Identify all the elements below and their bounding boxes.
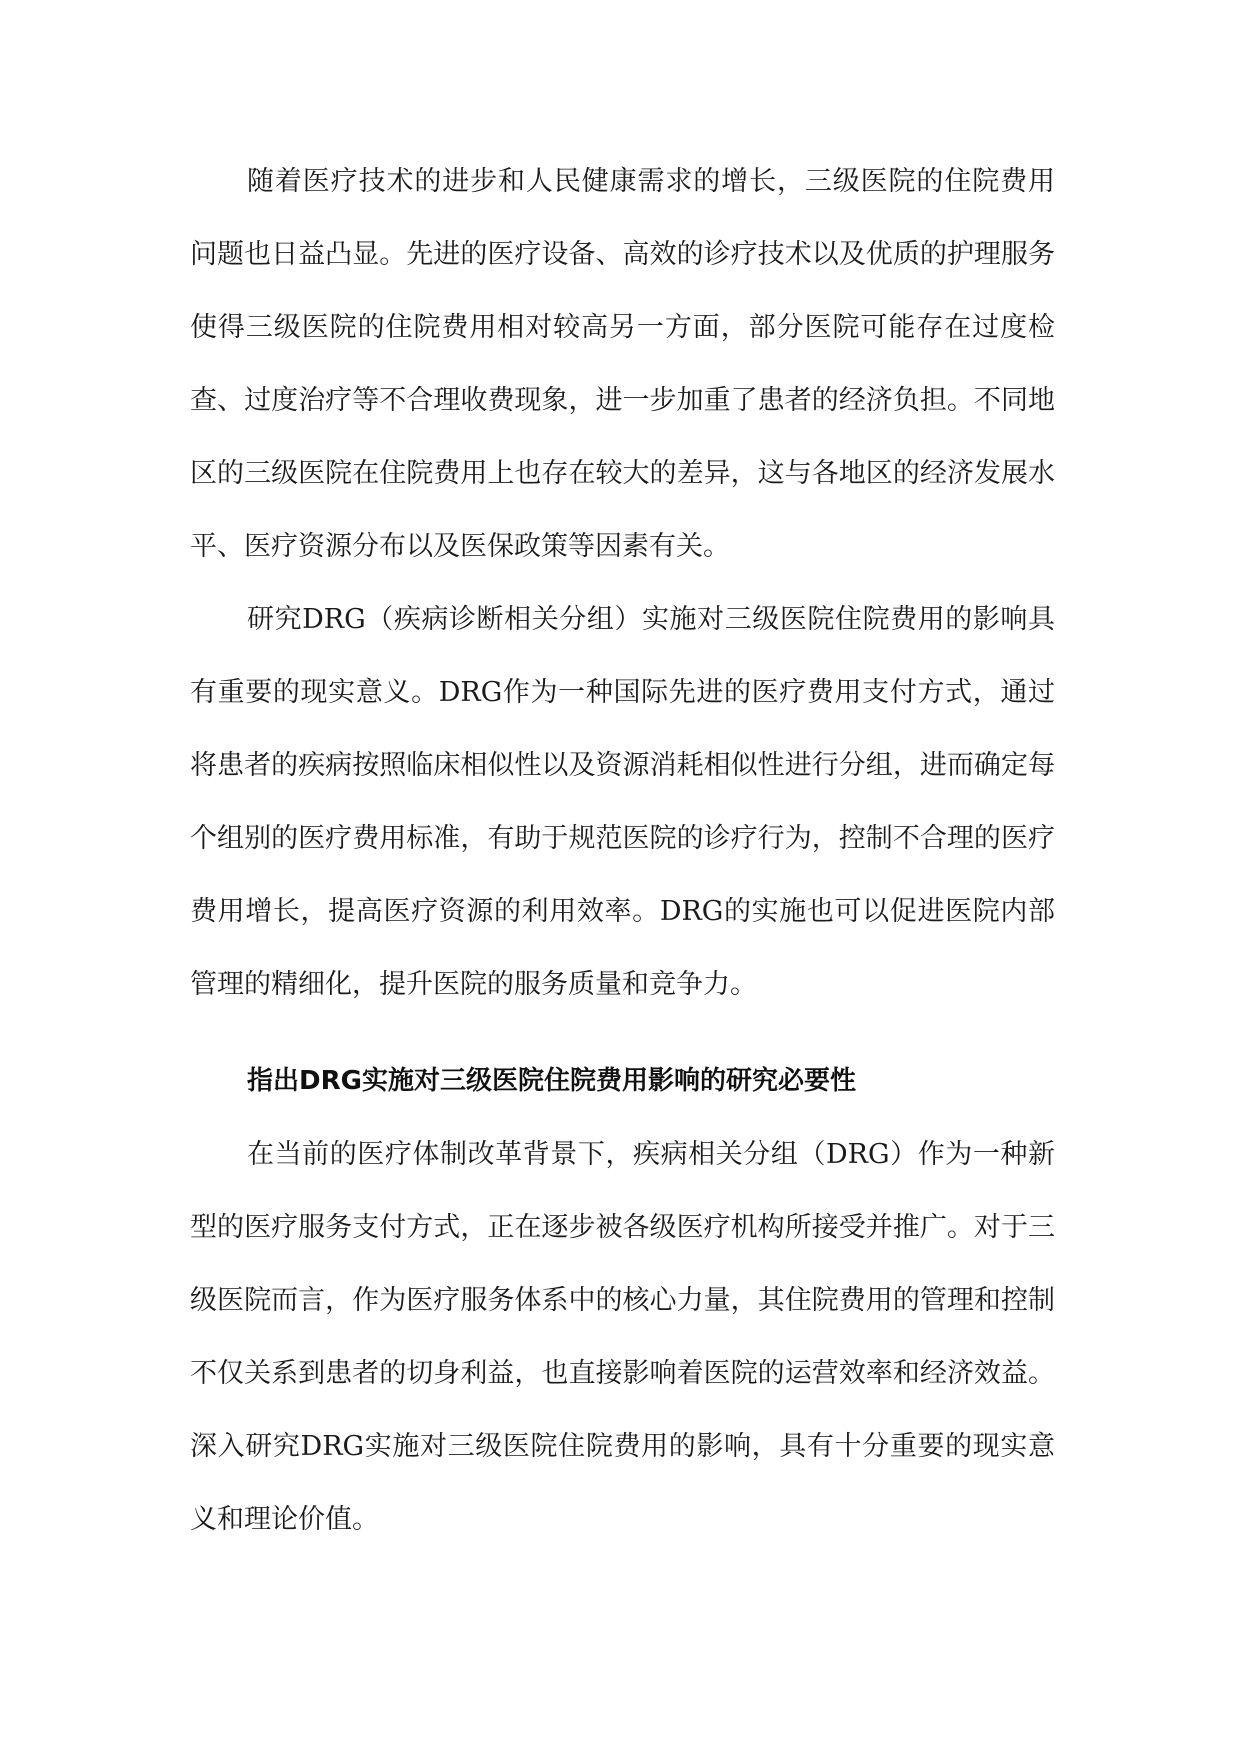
paragraph-hospital-costs: 随着医疗技术的进步和人民健康需求的增长，三级医院的住院费用问题也日益凸显。先进的医疗设备、高效的诊疗技术以及优质的护理服务使得三级医院的住院费用相对较高另一方面，部分医院可能存在过度检查、过度治疗等不合理收费现象，进一步加重了患者的经济负担。不同地区的三级医院在住院费用上也存在较大的差异，这与各地区的经济发展水平、医疗资源分布以及医保政策等因素有关。 — [190, 166, 1055, 562]
section-heading: 指出DRG实施对三级医院住院费用影响的研究必要性 — [247, 1066, 856, 1096]
document-body — [190, 145, 1055, 1556]
paragraph-drg-significance: 研究DRG（疾病诊断相关分组）实施对三级医院住院费用的影响具有重要的现实意义。DRG作为一种国际先进的医疗费用支付方式，通过将患者的疾病按照临床相似性以及资源消耗相似性进行分组，进而确定每个组别的医疗费用标准，有助于规范医院的诊疗行为，控制不合理的医疗费用增长，提高医疗资源的利用效率。DRG的实施也可以促进医院内部管理的精细化，提升医院的服务质量和竞争力。 — [190, 604, 1055, 1000]
paragraph-research-necessity: 在当前的医疗体制改革背景下，疾病相关分组（DRG）作为一种新型的医疗服务支付方式，正在逐步被各级医疗机构所接受并推广。对于三级医院而言，作为医疗服务体系中的核心力量，其住院费用的管理和控制不仅关系到患者的切身利益，也直接影响着医院的运营效率和经济效益。深入研究DRG实施对三级医院住院费用的影响，具有十分重要的现实意义和理论价值。 — [190, 1139, 1055, 1535]
